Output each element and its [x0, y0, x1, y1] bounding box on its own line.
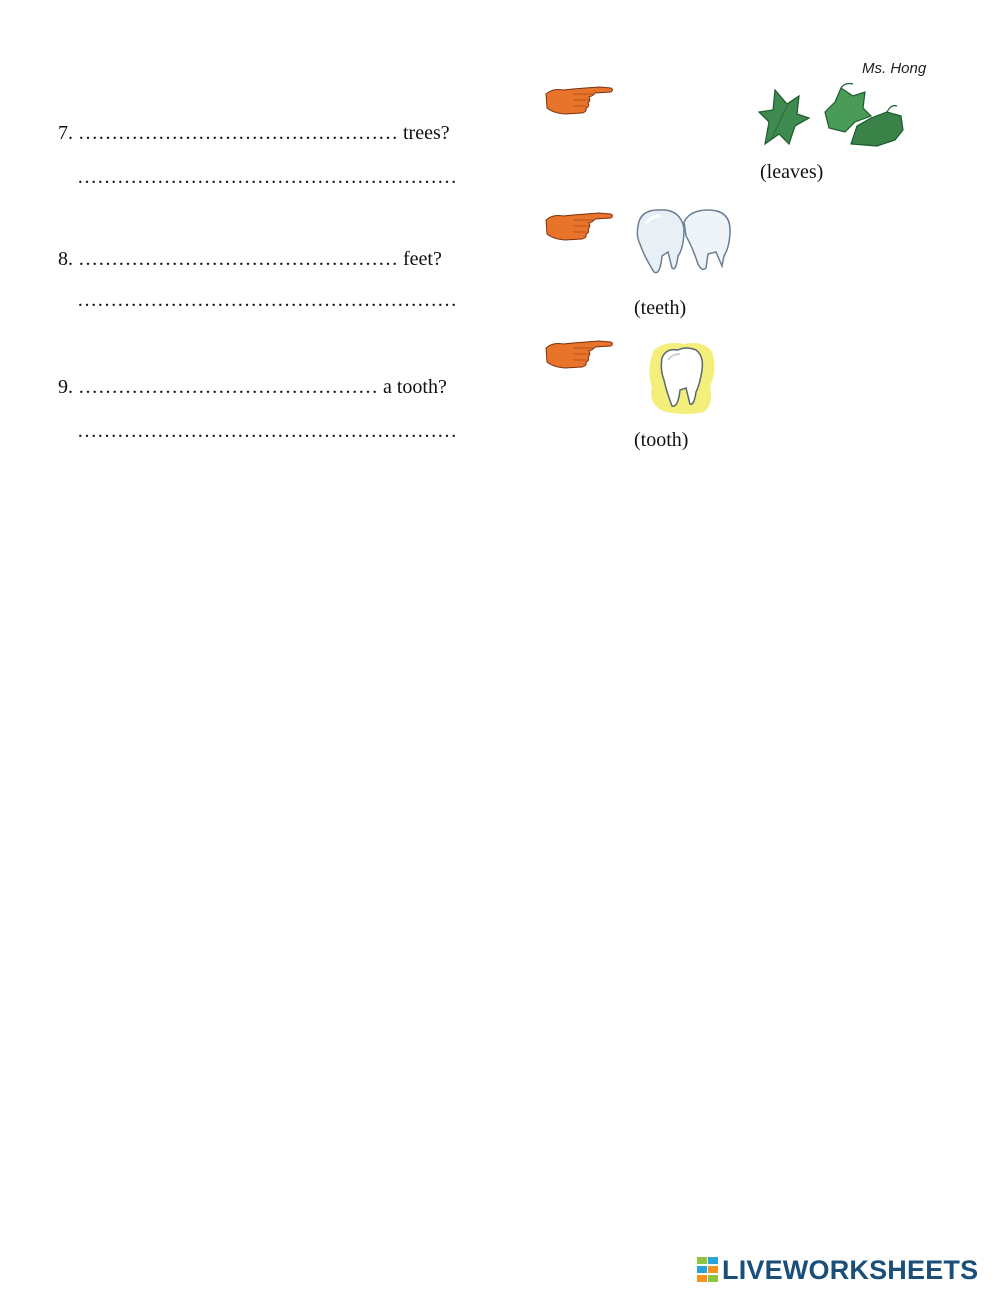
- liveworksheets-logo-icon: [697, 1257, 719, 1283]
- liveworksheets-logo: [697, 1255, 978, 1285]
- teeth-image: [632, 206, 736, 278]
- liveworksheets-brand: LIVEWORKSHEETS: [722, 1254, 979, 1285]
- answer-line-9: …………………………………………………: [77, 420, 457, 442]
- question-8: 8. ………………………………………… feet?: [58, 248, 442, 270]
- pointing-hand-icon: [543, 82, 615, 118]
- pointing-hand-icon: [543, 208, 615, 244]
- answer-line-7: …………………………………………………: [77, 166, 457, 188]
- question-7: 7. ………………………………………… trees?: [58, 122, 450, 144]
- caption-tooth: (tooth): [634, 429, 689, 451]
- tooth-image: [646, 340, 718, 416]
- answer-line-8: …………………………………………………: [77, 289, 457, 311]
- caption-teeth: (teeth): [634, 297, 687, 319]
- author-label: Ms. Hong: [862, 60, 927, 77]
- leaves-image: [755, 82, 910, 152]
- pointing-hand-icon: [543, 336, 615, 372]
- caption-leaves: (leaves): [760, 161, 824, 183]
- question-9: 9. ……………………………………… a tooth?: [58, 376, 447, 398]
